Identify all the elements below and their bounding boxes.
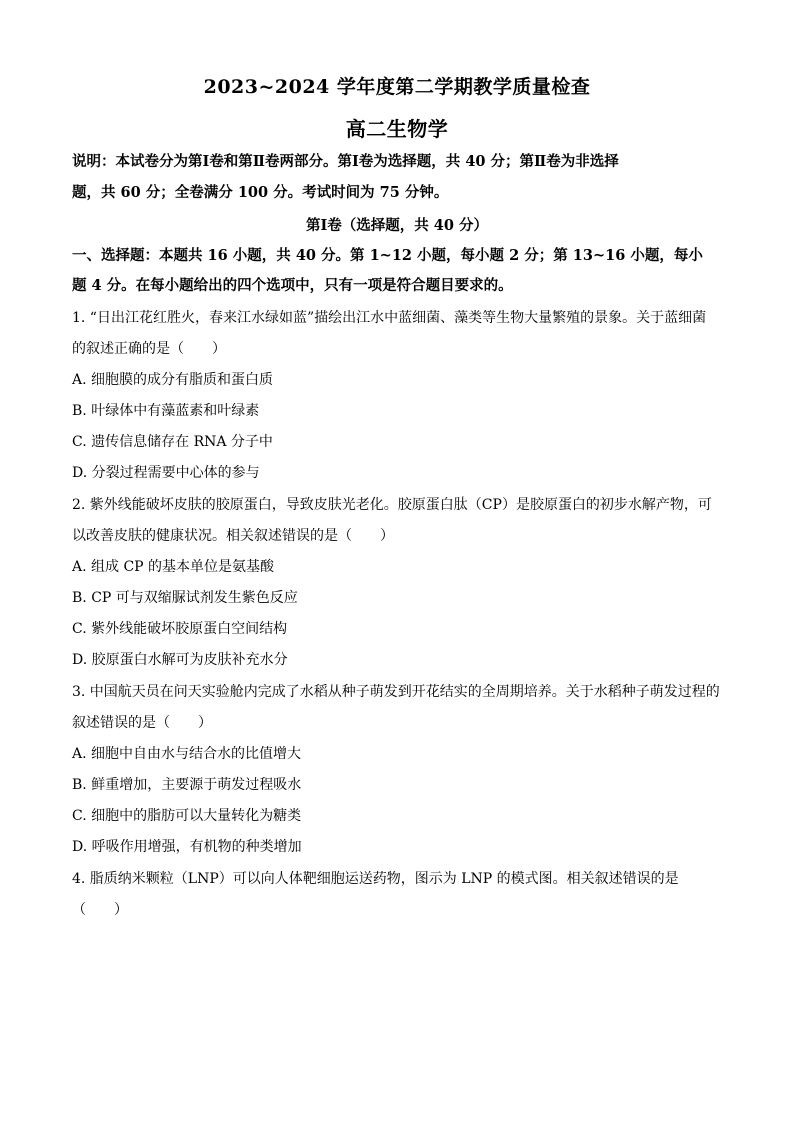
- question-2-stem-line-2: 以改善皮肤的健康状况。相关叙述错误的是（ ）: [72, 528, 394, 544]
- question-3-option-c: C. 细胞中的脂肪可以大量转化为糖类: [72, 808, 302, 824]
- section-heading: 第Ⅰ卷（选择题，共 40 分）: [305, 217, 489, 234]
- instructions-line-1: 说明：本试卷分为第Ⅰ卷和第Ⅱ卷两部分。第Ⅰ卷为选择题，共 40 分；第Ⅱ卷为非选择: [72, 153, 619, 170]
- question-3-stem-line-2: 叙述错误的是（ ）: [72, 715, 212, 731]
- question-2-option-d: D. 胶原蛋白水解可为皮肤补充水分: [72, 652, 288, 668]
- question-3-option-a: A. 细胞中自由水与结合水的比值增大: [72, 746, 302, 762]
- question-1-stem-line-1: 1. “日出江花红胜火，春来江水绿如蓝”描绘出江水中蓝细菌、藻类等生物大量繁殖的景象。关于蓝细菌: [72, 310, 707, 326]
- question-4-stem-line-2: （ ）: [72, 902, 128, 918]
- question-3-option-d: D. 呼吸作用增强，有机物的种类增加: [72, 839, 302, 855]
- section-desc-line-2: 题 4 分。在每小题给出的四个选项中，只有一项是符合题目要求的。: [72, 277, 513, 294]
- question-2-option-a: A. 组成 CP 的基本单位是氨基酸: [72, 559, 275, 575]
- question-1-stem-line-2: 的叙述正确的是（ ）: [72, 341, 226, 357]
- question-3-stem-line-1: 3. 中国航天员在问天实验舱内完成了水稻从种子萌发到开花结实的全周期培养。关于水稻种子萌发过程的: [72, 684, 720, 700]
- instructions-line-2: 题，共 60 分；全卷满分 100 分。考试时间为 75 分钟。: [72, 184, 449, 201]
- question-3-option-b: B. 鲜重增加，主要源于萌发过程吸水: [72, 777, 302, 793]
- question-1-option-a: A. 细胞膜的成分有脂质和蛋白质: [72, 372, 274, 388]
- question-4-stem-line-1: 4. 脂质纳米颗粒（LNP）可以向人体靶细胞运送药物，图示为 LNP 的模式图。相关叙述错误的是: [72, 871, 679, 887]
- section-desc-line-1: 一、选择题：本题共 16 小题，共 40 分。第 1~12 小题，每小题 2 分；第 13~16 小题，每小: [72, 247, 703, 264]
- question-1-option-d: D. 分裂过程需要中心体的参与: [72, 465, 260, 481]
- question-1-option-b: B. 叶绿体中有藻蓝素和叶绿素: [72, 403, 260, 419]
- exam-title: 2023~2024 学年度第二学期教学质量检查: [203, 76, 591, 98]
- question-2-option-b: B. CP 可与双缩脲试剂发生紫色反应: [72, 590, 298, 606]
- question-2-stem-line-1: 2. 紫外线能破坏皮肤的胶原蛋白，导致皮肤光老化。胶原蛋白肽（CP）是胶原蛋白的初步水解产物，可: [72, 497, 712, 513]
- exam-subject: 高二生物学: [345, 117, 449, 141]
- question-1-option-c: C. 遗传信息储存在 RNA 分子中: [72, 434, 273, 450]
- question-2-option-c: C. 紫外线能破坏胶原蛋白空间结构: [72, 621, 288, 637]
